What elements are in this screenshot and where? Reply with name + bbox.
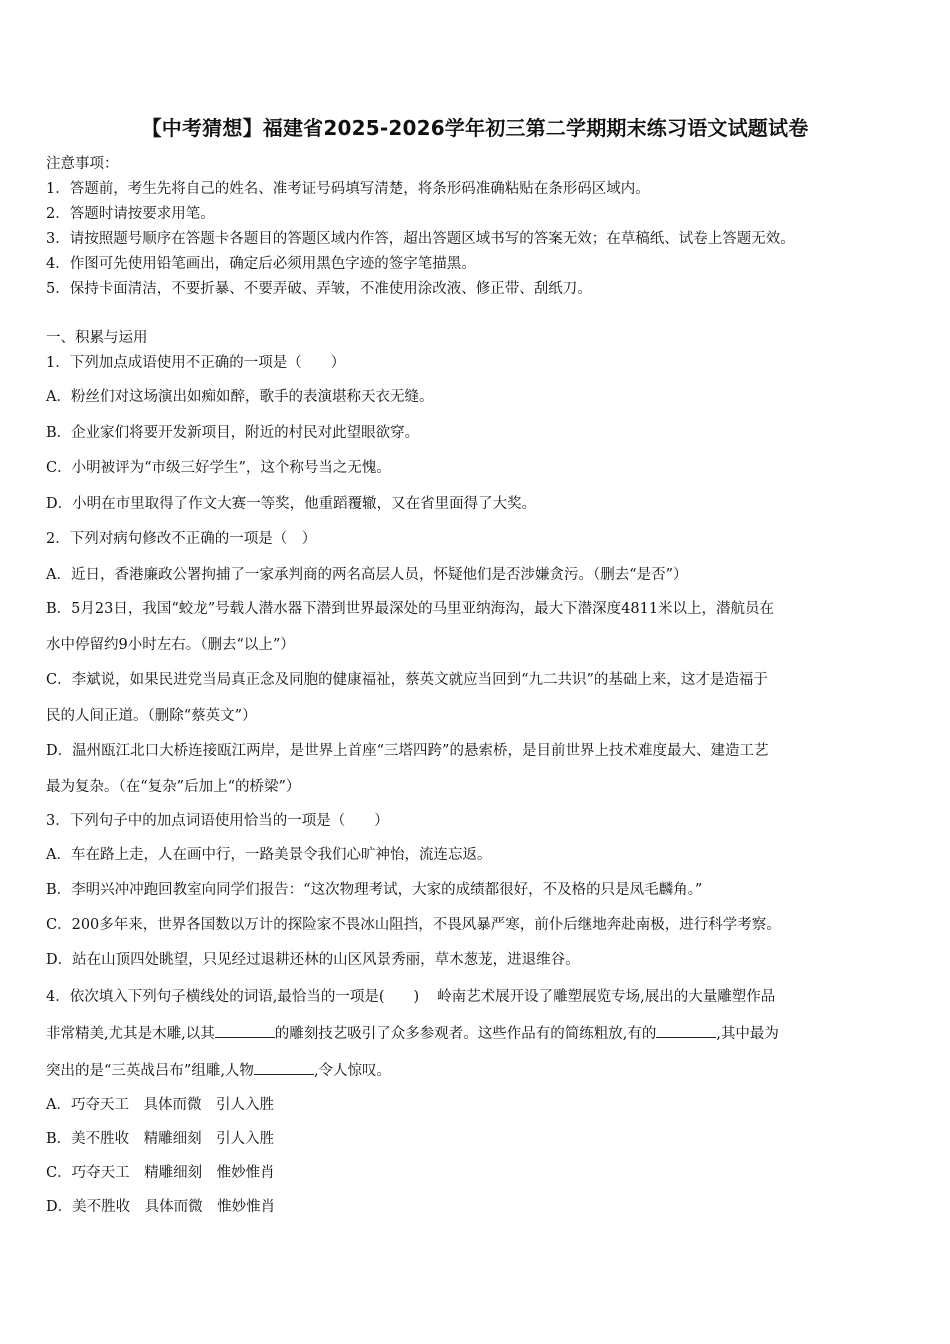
option: B．5月23日，我国“蛟龙”号载人潜水器下潜到世界最深处的马里亚纳海沟，最大下潜深度4811米以上，潜航员在 (46, 601, 775, 617)
option-continuation: 最为复杂。（在“复杂”后加上“的桥梁”） (46, 779, 301, 795)
stem-part: ,令人惊叹。 (313, 1063, 392, 1079)
option: D．小明在市里取得了作文大赛一等奖，他重蹈覆辙，又在省里面得了大奖。 (46, 496, 537, 512)
option: A．车在路上走，人在画中行，一路美景令我们心旷神怡，流连忘返。 (46, 847, 492, 863)
option-continuation: 水中停留约9小时左右。（删去“以上”） (46, 637, 295, 653)
stem-part: ,其中最为 (716, 1026, 779, 1042)
notice-item: 4．作图可先使用铅笔画出，确定后必须用黑色字迹的签字笔描黑。 (46, 256, 476, 272)
option: B．企业家们将要开发新项目，附近的村民对此望眼欲穿。 (46, 425, 420, 441)
option: C．200多年来，世界各国数以万计的探险家不畏冰山阻挡，不畏风暴严寒，前仆后继地奔赴南极，进行科学考察。 (46, 917, 781, 933)
option: A．近日，香港廉政公署拘捕了一家承判商的两名高层人员，怀疑他们是否涉嫌贪污。（删去“是否”） (46, 567, 688, 583)
stem-part: 的雕刻技艺吸引了众多参观者。这些作品有的简练粗放,有的 (274, 1026, 657, 1042)
question-stem: 1．下列加点成语使用不正确的一项是（ ） (46, 355, 346, 371)
notice-item: 5．保持卡面清洁，不要折暴、不要弄破、弄皱，不准使用涂改液、修正带、刮纸刀。 (46, 281, 592, 297)
page-title: 【中考猜想】福建省2025-2026学年初三第二学期期末练习语文试题试卷 (141, 116, 809, 140)
option: B．李明兴冲冲跑回教室向同学们报告：“这次物理考试，大家的成绩都很好，不及格的只是凤毛麟角。” (46, 882, 703, 898)
stem-part: 4．依次填入下列句子横线处的词语,最恰当的一项是( ) (46, 989, 420, 1005)
option: D．站在山顶四处眺望，只见经过退耕还林的山区风景秀丽，草木葱茏，进退维谷。 (46, 952, 580, 968)
question-stem-line (46, 1059, 391, 1080)
notice-item: 2．答题时请按要求用笔。 (46, 206, 215, 222)
notice-item: 1．答题前，考生先将自己的姓名、准考证号码填写清楚，将条形码准确粘贴在条形码区域内。 (46, 181, 650, 197)
option: D．美不胜收 具体而微 惟妙惟肖 (46, 1199, 276, 1215)
option-continuation: 民的人间正道。（删除“蔡英文”） (46, 708, 257, 724)
option: B．美不胜收 精雕细刻 引人入胜 (46, 1131, 275, 1147)
stem-part: 突出的是“三英战吕布”组雕,人物 (46, 1063, 254, 1079)
question-stem-line (46, 1022, 779, 1043)
question-stem: 2．下列对病句修改不正确的一项是（ ） (46, 531, 317, 547)
option: D．温州瓯江北口大桥连接瓯江两岸，是世界上首座“三塔四跨”的悬索桥，是目前世界上技术难度最大、建造工艺 (46, 743, 769, 759)
option: A．巧夺天工 具体而微 引人入胜 (46, 1097, 274, 1113)
question-stem (46, 985, 775, 1006)
option: C．小明被评为“市级三好学生”，这个称号当之无愧。 (46, 460, 391, 476)
fill-blank (254, 1060, 314, 1075)
notice-heading: 注意事项： (46, 156, 119, 172)
section-heading: 一、积累与运用 (46, 330, 148, 346)
stem-part: 非常精美,尤其是木雕,以其 (46, 1026, 215, 1042)
notice-item: 3．请按照题号顺序在答题卡各题目的答题区域内作答，超出答题区域书写的答案无效；在草稿纸、试卷上答题无效。 (46, 231, 795, 247)
fill-blank (215, 1023, 275, 1038)
option: C．巧夺天工 精雕细刻 惟妙惟肖 (46, 1165, 275, 1181)
question-stem: 3．下列句子中的加点词语使用恰当的一项是（ ） (46, 813, 389, 829)
fill-blank (656, 1023, 716, 1038)
option: A．粉丝们对这场演出如痴如醉，歌手的表演堪称天衣无缝。 (46, 389, 434, 405)
option: C．李斌说，如果民进党当局真正念及同胞的健康福祉，蔡英文就应当回到“九二共识”的基础上来，这才是造福于 (46, 672, 768, 688)
stem-part: 岭南艺术展开设了雕塑展览专场,展出的大量雕塑作品 (437, 989, 776, 1005)
